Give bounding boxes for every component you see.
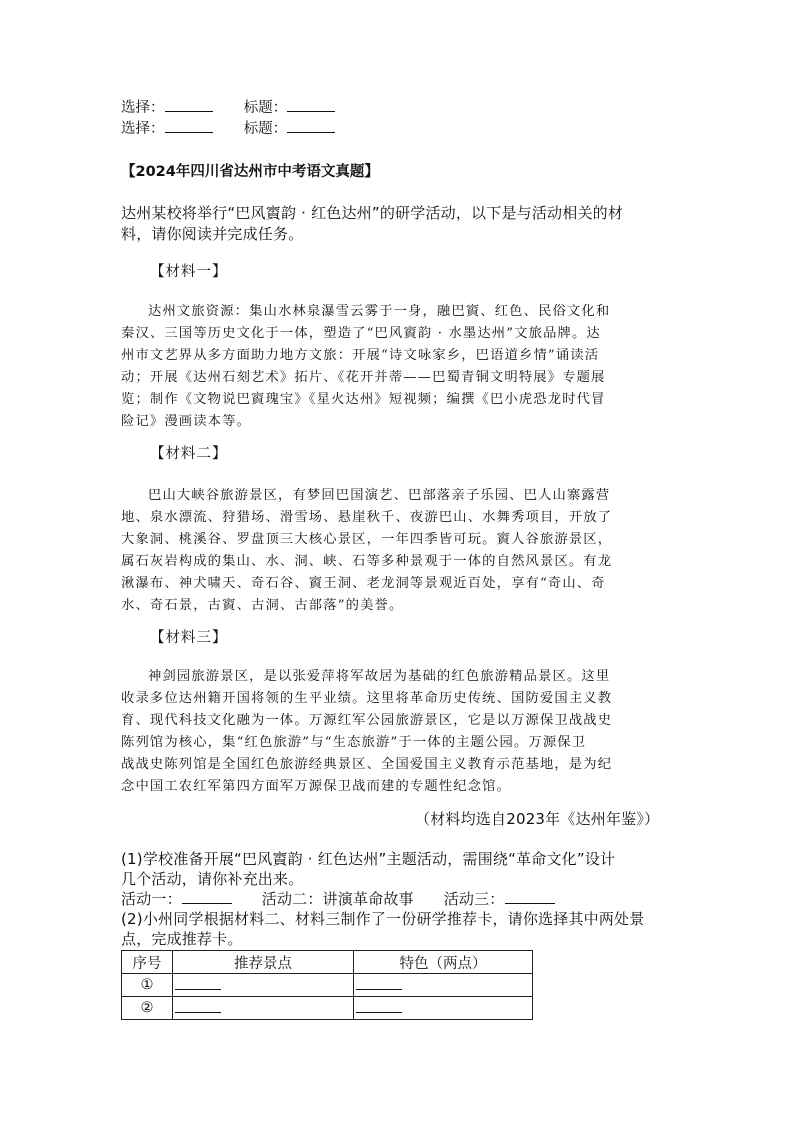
material-3-line: 收录多位达州籍开国将领的生平业绩。这里将革命历史传统、国防爱国主义教 xyxy=(121,691,613,706)
select-label: 选择： xyxy=(121,100,165,116)
material-1-line: 动；开展《达州石刻艺术》拓片、《花开并蒂——巴蜀青铜文明特展》专题展 xyxy=(121,370,606,385)
feature-cell[interactable] xyxy=(354,997,533,1020)
material-3-line: 神剑园旅游景区，是以张爱萍将军故居为基础的红色旅游精品景区。这里 xyxy=(148,669,611,684)
title-label: 标题： xyxy=(243,100,288,116)
header-feature: 特色（两点） xyxy=(354,951,533,974)
select-blank[interactable] xyxy=(165,118,213,133)
title-label: 标题： xyxy=(243,121,288,137)
material-1-line: 达州文旅资源：集山水林泉瀑雪云雾于一身，融巴賨、红色、民俗文化和 xyxy=(148,304,611,319)
spot-blank[interactable] xyxy=(175,1000,221,1013)
feature-blank[interactable] xyxy=(356,1000,402,1013)
material-3-line: 战战史陈列馆是全国红色旅游经典景区、全国爱国主义教育示范基地，是为纪 xyxy=(121,757,613,772)
recommendation-table xyxy=(121,950,533,1020)
intro-line-1: 达州某校将举行“巴风賨韵 · 红色达州”的研学活动，以下是与活动相关的材 xyxy=(121,204,624,222)
material-2-line: 大象洞、桃溪谷、罗盘顶三大核心景区，一年四季皆可玩。賨人谷旅游景区， xyxy=(121,532,613,547)
table-row xyxy=(122,974,533,997)
fill-row-2 xyxy=(121,118,335,140)
title-blank[interactable] xyxy=(287,97,335,112)
spot-cell[interactable] xyxy=(173,974,354,997)
material-1-line: 览；制作《文物说巴賨瑰宝》《星火达州》短视频；编撰《巴小虎恐龙时代冒 xyxy=(121,392,606,407)
select-blank[interactable] xyxy=(165,97,213,112)
exam-header: 【2024年四川省达州市中考语文真题】 xyxy=(121,164,379,180)
material-2-line: 属石灰岩构成的集山、水、洞、峡、石等多种景观于一体的自然风景区。有龙 xyxy=(121,554,613,569)
fill-row-1 xyxy=(121,97,335,119)
activity-1-blank[interactable] xyxy=(182,889,232,904)
material-1-line: 州市文艺界从多方面助力地方文旅：开展“诗文咏家乡，巴语道乡情”诵读活 xyxy=(121,348,600,363)
header-no: 序号 xyxy=(122,951,173,974)
row-no: ① xyxy=(122,974,173,997)
task-1-line-1: (1)学校准备开展“巴风賨韵 · 红色达州”主题活动，需围绕“革命文化”设计 xyxy=(121,850,616,868)
spot-cell[interactable] xyxy=(173,997,354,1020)
activity-row xyxy=(121,888,555,909)
material-1-line: 秦汉、三国等历史文化于一体，塑造了“巴风賨韵 · 水墨达州”文旅品牌。达 xyxy=(121,326,601,341)
intro-line-2: 料，请你阅读并完成任务。 xyxy=(121,225,304,243)
material-3-title: 【材料三】 xyxy=(150,630,228,646)
feature-blank[interactable] xyxy=(356,977,402,990)
material-2-line: 湫瀑布、神犬啸天、奇石谷、賨王洞、老龙洞等景观近百处，享有“奇山、奇 xyxy=(121,576,606,591)
table-header-row xyxy=(122,951,533,974)
activity-2-label: 活动二：讲演革命故事 xyxy=(261,890,414,908)
material-3-line: 念中国工农红军第四方面军万源保卫战而建的专题性纪念馆。 xyxy=(121,779,512,794)
title-blank[interactable] xyxy=(287,118,335,133)
select-label: 选择： xyxy=(121,121,165,137)
material-3-line: 陈列馆为核心，集“红色旅游”与“生态旅游”于一体的主题公园。万源保卫 xyxy=(121,735,587,750)
material-2-line: 水、奇石景，古賨、古洞、古部落”的美誉。 xyxy=(121,598,404,613)
material-2-line: 巴山大峡谷旅游景区，有梦回巴国演艺、巴部落亲子乐园、巴人山寨露营 xyxy=(148,488,611,503)
task-1-line-2: 几个活动，请你补充出来。 xyxy=(121,870,304,888)
activity-3-blank[interactable] xyxy=(505,889,555,904)
activity-3-label: 活动三： xyxy=(443,890,505,908)
material-1-line: 险记》漫画读本等。 xyxy=(121,414,252,429)
activity-1-label: 活动一： xyxy=(121,890,182,908)
task-2-line-1: (2)小州同学根据材料二、材料三制作了一份研学推荐卡，请你选择其中两处景 xyxy=(121,910,645,928)
row-no: ② xyxy=(122,997,173,1020)
material-1-title: 【材料一】 xyxy=(150,264,228,280)
material-3-line: 育、现代科技文化融为一体。万源红军公园旅游景区，它是以万源保卫战战史 xyxy=(121,713,613,728)
source-note: （材料均选自2023年《达州年鉴》） xyxy=(415,810,660,828)
task-2-line-2: 点，完成推荐卡。 xyxy=(121,930,243,948)
material-2-title: 【材料二】 xyxy=(150,446,228,462)
material-2-line: 地、泉水漂流、狩猎场、滑雪场、悬崖秋千、夜游巴山、水舞秀项目，开放了 xyxy=(121,510,613,525)
header-spot: 推荐景点 xyxy=(173,951,354,974)
table-row xyxy=(122,997,533,1020)
spot-blank[interactable] xyxy=(175,977,221,990)
feature-cell[interactable] xyxy=(354,974,533,997)
